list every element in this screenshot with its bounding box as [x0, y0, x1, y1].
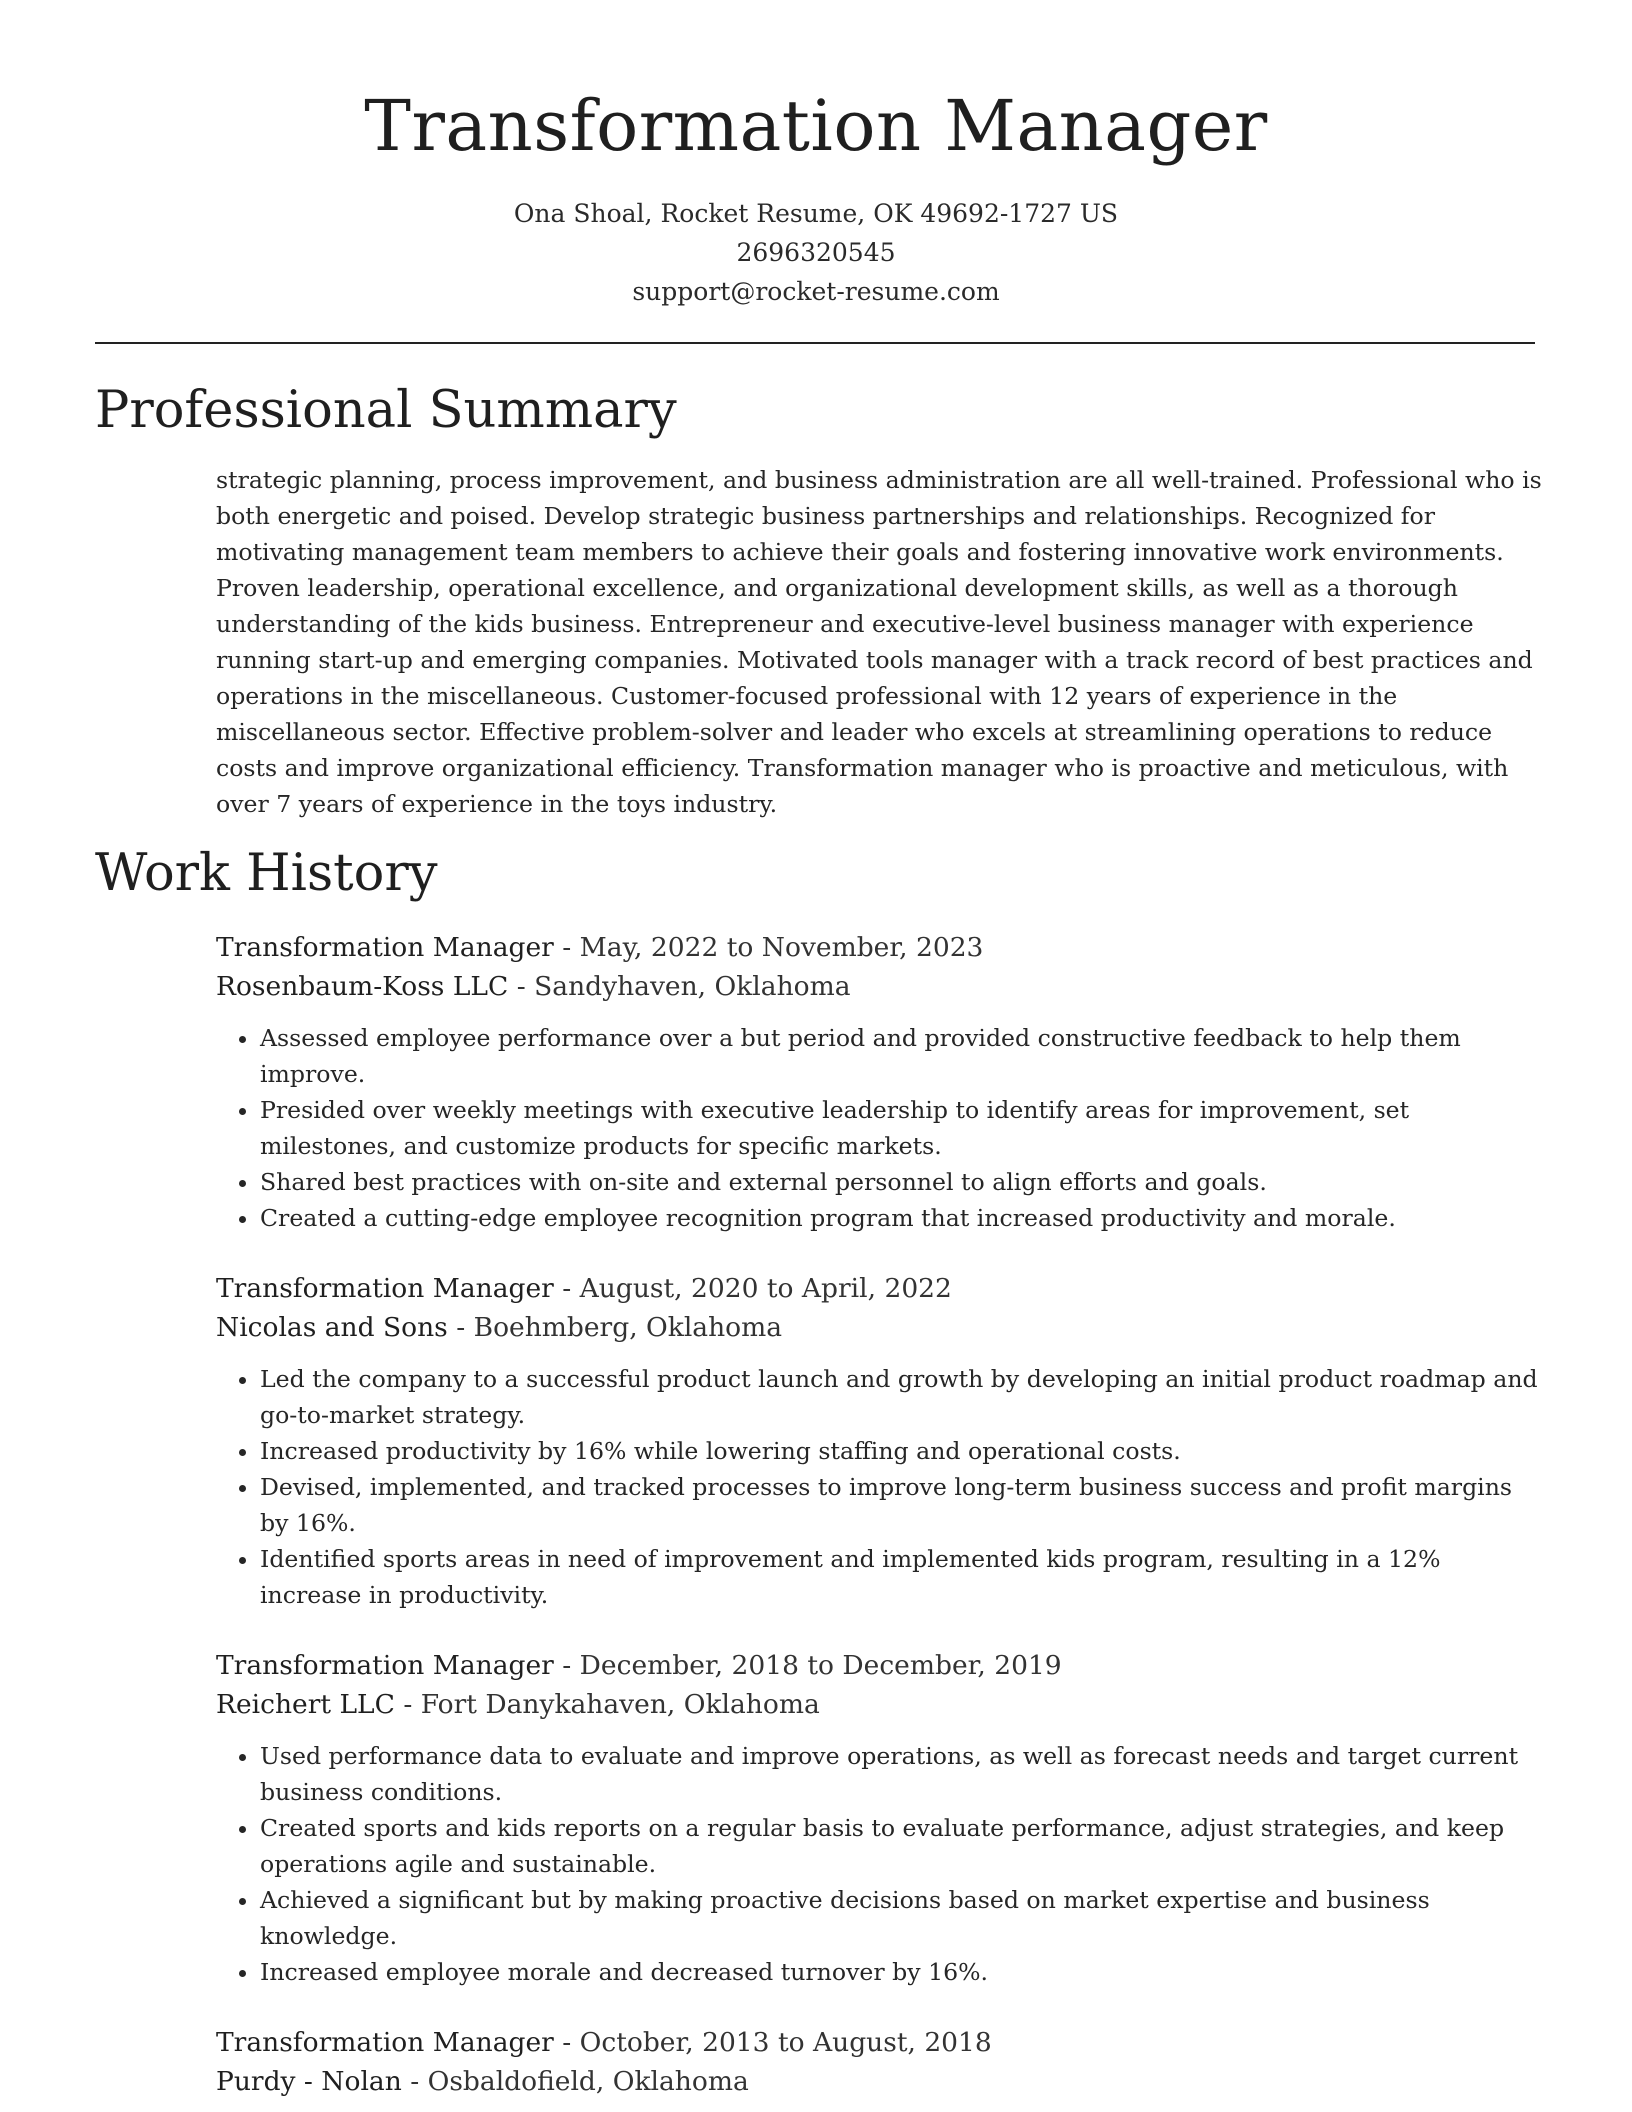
job-bullet: • Created sports and kids reports on a regular basis to evaluate performance, adjust strategies, and keep operations agile and sustainable.: [260, 1810, 1546, 1882]
job-bullet: • Increased employee morale and decreased turnover by 16%.: [260, 1954, 1546, 1990]
job-title: Transformation Manager: [216, 1273, 554, 1304]
job-company-line: [216, 967, 1546, 1006]
job-bullet: • Devised, implemented, and tracked processes to improve long-term business success and profit margins by 16%.: [260, 1469, 1546, 1541]
job-entry: [216, 2023, 1546, 2101]
work-history-list: [216, 928, 1546, 2101]
summary-heading: Professional Summary: [95, 381, 677, 440]
job-title-line: [216, 928, 1546, 967]
job-bullet: • Assessed employee performance over a but period and provided constructive feedback to help them improve.: [260, 1020, 1546, 1092]
job-title-line: [216, 1646, 1546, 1685]
contact-phone: 2696320545: [736, 238, 896, 267]
job-company: Rosenbaum-Koss LLC: [216, 971, 509, 1002]
job-company-line: [216, 1308, 1546, 1347]
job-title: Transformation Manager: [216, 2027, 554, 2058]
job-title: Transformation Manager: [216, 932, 554, 963]
contact-address: Ona Shoal, Rocket Resume, OK 49692-1727 US: [513, 199, 1119, 228]
job-location: Osbaldofield, Oklahoma: [427, 2066, 749, 2097]
job-bullet: • Achieved a significant but by making proactive decisions based on market expertise and business knowledge.: [260, 1882, 1546, 1954]
job-entry: [216, 928, 1546, 1236]
job-bullet: • Presided over weekly meetings with executive leadership to identify areas for improvement, set milestones, and customize products for specific markets.: [260, 1092, 1546, 1164]
job-title: Transformation Manager: [216, 1650, 554, 1681]
job-company: Nicolas and Sons: [216, 1312, 448, 1343]
job-bullets: [216, 1361, 1546, 1613]
job-dates: October, 2013 to August, 2018: [579, 2027, 992, 2058]
job-location: Boehmberg, Oklahoma: [473, 1312, 783, 1343]
separator: -: [447, 1312, 474, 1343]
job-bullets: [216, 1020, 1546, 1236]
job-bullet: • Led the company to a successful product launch and growth by developing an initial product roadmap and go-to-market strategy.: [260, 1361, 1546, 1433]
work-history-heading: Work History: [95, 844, 438, 903]
job-dates: May, 2022 to November, 2023: [579, 932, 984, 963]
job-title-line: [216, 1269, 1546, 1308]
job-bullet: • Increased productivity by 16% while lowering staffing and operational costs.: [260, 1433, 1546, 1469]
job-company-line: [216, 2062, 1546, 2101]
separator: -: [401, 2066, 428, 2097]
separator: -: [394, 1689, 421, 1720]
separator: -: [508, 971, 535, 1002]
contact-block: [0, 194, 1632, 311]
job-company: Reichert LLC: [216, 1689, 395, 1720]
job-bullet: • Created a cutting-edge employee recognition program that increased productivity and morale.: [260, 1200, 1546, 1236]
job-bullets: [216, 1738, 1546, 1990]
job-location: Sandyhaven, Oklahoma: [534, 971, 851, 1002]
separator: -: [553, 1650, 580, 1681]
job-bullet: • Shared best practices with on-site and external personnel to align efforts and goals.: [260, 1164, 1546, 1200]
job-company: Purdy - Nolan: [216, 2066, 402, 2097]
job-bullet: • Identified sports areas in need of improvement and implemented kids program, resulting in a 12% increase in productivity.: [260, 1541, 1546, 1613]
job-entry: [216, 1269, 1546, 1613]
job-entry: [216, 1646, 1546, 1990]
separator: -: [553, 1273, 580, 1304]
job-dates: August, 2020 to April, 2022: [579, 1273, 952, 1304]
job-location: Fort Danykahaven, Oklahoma: [420, 1689, 820, 1720]
job-title-line: [216, 2023, 1546, 2062]
job-dates: December, 2018 to December, 2019: [579, 1650, 1062, 1681]
resume-title: Transformation Manager: [364, 85, 1268, 167]
summary-text: strategic planning, process improvement, and business administration are all well-trained. Professional who is both energetic and poised. Develop strategic business partnerships and relationships. Recognized for motivating management team members to achieve their goals and fostering innovative work environments. Proven leadership, operational excellence, and organizational development skills, as well as a thorough understanding of the kids business. Entrepreneur and executive-level business manager with experience running start-up and emerging companies. Motivated tools manager with a track record of best practices and operations in the miscellaneous. Customer-focused professional with 12 years of experience in the miscellaneous sector. Effective problem-solver and leader who excels at streamlining operations to reduce costs and improve organizational efficiency. Transformation manager who is proactive and meticulous, with over 7 years of experience in the toys industry.: [216, 466, 1542, 818]
separator: -: [553, 932, 580, 963]
contact-email: support@rocket-resume.com: [632, 277, 1000, 306]
separator: -: [553, 2027, 580, 2058]
job-bullet: • Used performance data to evaluate and improve operations, as well as forecast needs and target current business conditions.: [260, 1738, 1546, 1810]
header-divider: [95, 342, 1535, 344]
job-company-line: [216, 1685, 1546, 1724]
